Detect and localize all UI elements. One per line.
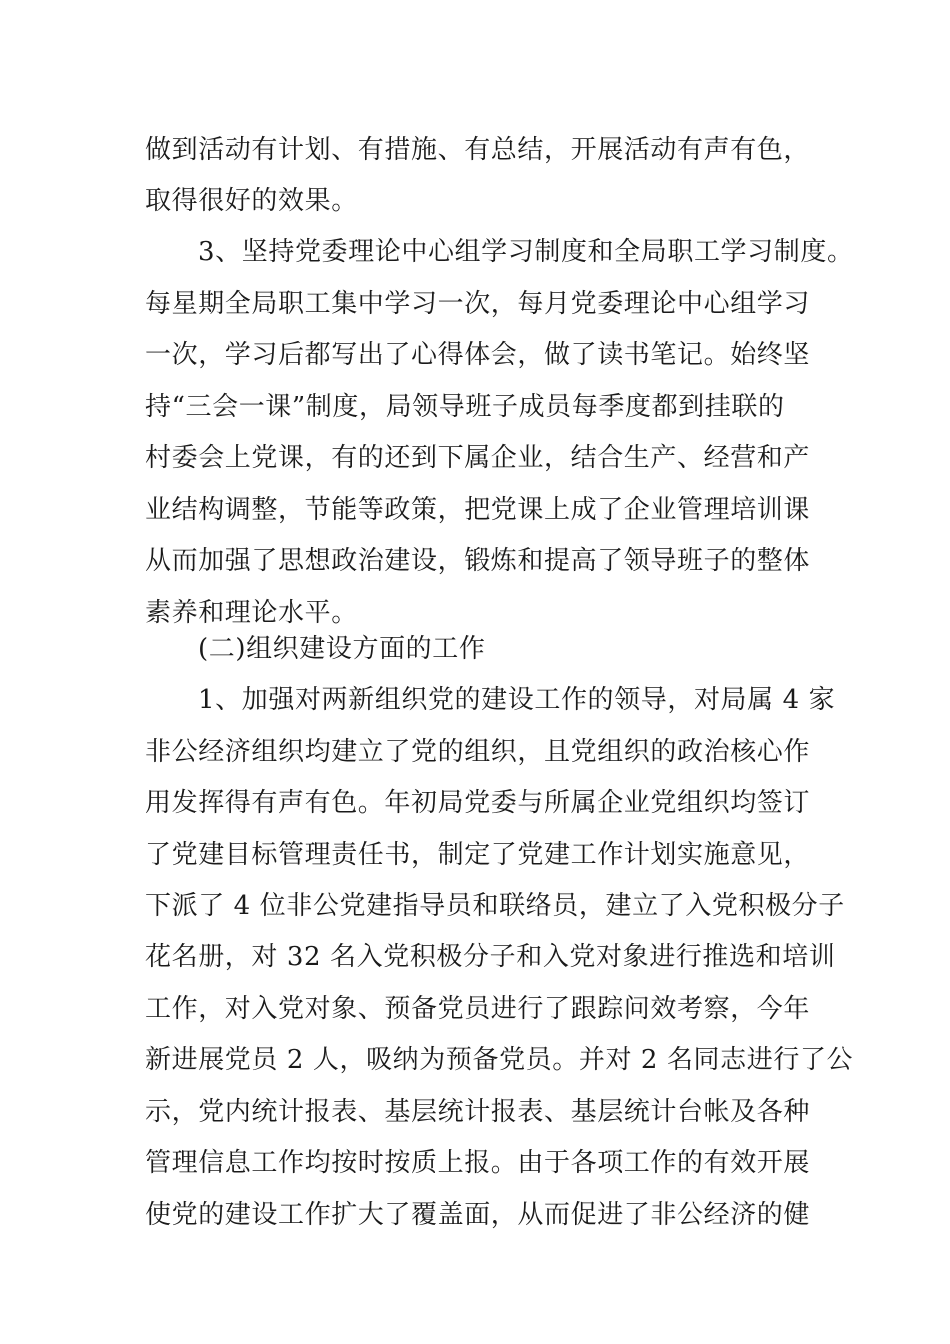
- text-line: 业结构调整，节能等政策，把党课上成了企业管理培训课: [145, 495, 811, 525]
- text-line: 一次，学习后都写出了心得体会，做了读书笔记。始终坚: [145, 340, 811, 370]
- text-line: 每星期全局职工集中学习一次，每月党委理论中心组学习: [145, 289, 811, 319]
- text-line: 示，党内统计报表、基层统计报表、基层统计台帐及各种: [145, 1097, 811, 1127]
- text-line: 素养和理论水平。: [145, 598, 358, 628]
- text-line: 使党的建设工作扩大了覆盖面，从而促进了非公经济的健: [145, 1200, 811, 1230]
- text-line: 新进展党员 2 人，吸纳为预备党员。并对 2 名同志进行了公: [145, 1045, 854, 1075]
- text-line: 持“三会一课”制度，局领导班子成员每季度都到挂联的: [145, 392, 785, 422]
- text-line: 村委会上党课，有的还到下属企业，结合生产、经营和产: [145, 443, 811, 473]
- text-line: 管理信息工作均按时按质上报。由于各项工作的有效开展: [145, 1148, 811, 1178]
- text-line: 非公经济组织均建立了党的组织，且党组织的政治核心作: [145, 737, 811, 767]
- paragraph-start-line: 1、加强对两新组织党的建设工作的领导，对局属 4 家: [198, 685, 836, 715]
- paragraph-start-line: 3、坚持党委理论中心组学习制度和全局职工学习制度。: [198, 237, 854, 267]
- text-line: 下派了 4 位非公党建指导员和联络员，建立了入党积极分子: [145, 891, 845, 921]
- section-heading: (二)组织建设方面的工作: [198, 634, 486, 664]
- text-line: 从而加强了思想政治建设，锻炼和提高了领导班子的整体: [145, 546, 811, 576]
- text-line: 取得很好的效果。: [145, 186, 358, 216]
- text-line: 用发挥得有声有色。年初局党委与所属企业党组织均签订: [145, 788, 811, 818]
- text-line: 做到活动有计划、有措施、有总结，开展活动有声有色，: [145, 135, 811, 165]
- text-line: 工作，对入党对象、预备党员进行了跟踪问效考察，今年: [145, 994, 811, 1024]
- text-line: 了党建目标管理责任书，制定了党建工作计划实施意见，: [145, 840, 811, 870]
- text-line: 花名册，对 32 名入党积极分子和入党对象进行推选和培训: [145, 942, 836, 972]
